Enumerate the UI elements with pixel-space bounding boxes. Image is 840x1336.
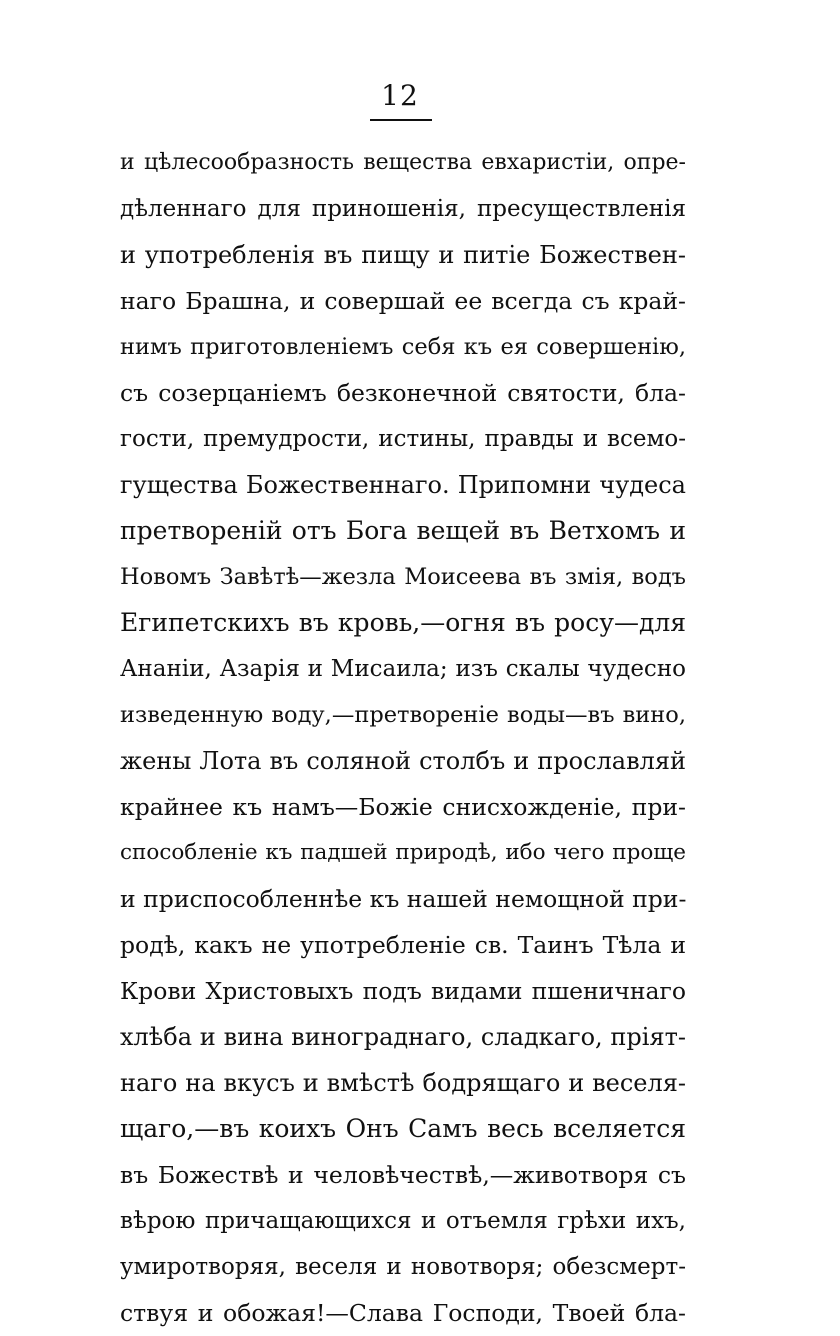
page-number-rule — [370, 119, 432, 121]
text-line: дѣленнаго для приношенія, пресуществленія — [120, 196, 686, 222]
text-line: хлѣба и вина винограднаго, сладкаго, пріят- — [120, 1023, 686, 1051]
page-number: 12 — [381, 79, 419, 112]
text-line: гущества Божественнаго. Припомни чудеса — [120, 471, 686, 499]
text-line: умиротворяя, веселя и новотворя; обезсмерт- — [120, 1254, 686, 1280]
text-line: Крови Христовыхъ подъ видами пшеничнаго — [120, 977, 686, 1005]
text-line: жены Лота въ соляной столбъ и прославляй — [120, 747, 686, 775]
text-line: родѣ, какъ не употребленіе св. Таинъ Тѣла и — [120, 931, 686, 959]
text-line: Новомъ Завѣтѣ—жезла Моисеева въ змія, водъ — [120, 564, 686, 590]
text-line: и приспособленнѣе къ нашей немощной при- — [120, 885, 686, 913]
body-text — [120, 140, 686, 1336]
text-line: гости, премудрости, истины, правды и всемо- — [120, 426, 686, 452]
text-line: ствуя и обожая!—Слава Господи, Твоей бла- — [120, 1299, 686, 1327]
text-line: изведенную воду,—претвореніе воды—въ вино, — [120, 702, 686, 728]
text-line: и цѣлесообразность вещества евхаристіи, опре- — [120, 150, 686, 175]
text-line: нимъ приготовленіемъ себя къ ея совершенію, — [120, 334, 686, 360]
text-line: способленіе къ падшей природѣ, ибо чего проще — [120, 840, 686, 865]
text-line: въ Божествѣ и человѣчествѣ,—животворя съ — [120, 1161, 686, 1189]
text-line: крайнее къ намъ—Божіе снисхожденіе, при- — [120, 793, 686, 821]
text-line: вѣрою причащающихся и отъемля грѣхи ихъ, — [120, 1208, 686, 1234]
text-line: и употребленія въ пищу и питіе Божествен- — [120, 241, 686, 269]
text-line: наго на вкусъ и вмѣстѣ бодрящаго и веселя- — [120, 1069, 686, 1097]
text-line: щаго,—въ коихъ Онъ Самъ весь вселяется — [120, 1114, 686, 1143]
text-line: наго Брашна, и совершай ее всегда съ край- — [120, 287, 686, 315]
text-line: Ананіи, Азарія и Мисаила; изъ скалы чудесно — [120, 656, 686, 682]
text-line: съ созерцаніемъ безконечной святости, бла- — [120, 379, 686, 407]
text-line: Египетскихъ въ кровь,—огня въ росу—для — [120, 608, 686, 637]
text-line: претвореній отъ Бога вещей въ Ветхомъ и — [120, 516, 686, 545]
